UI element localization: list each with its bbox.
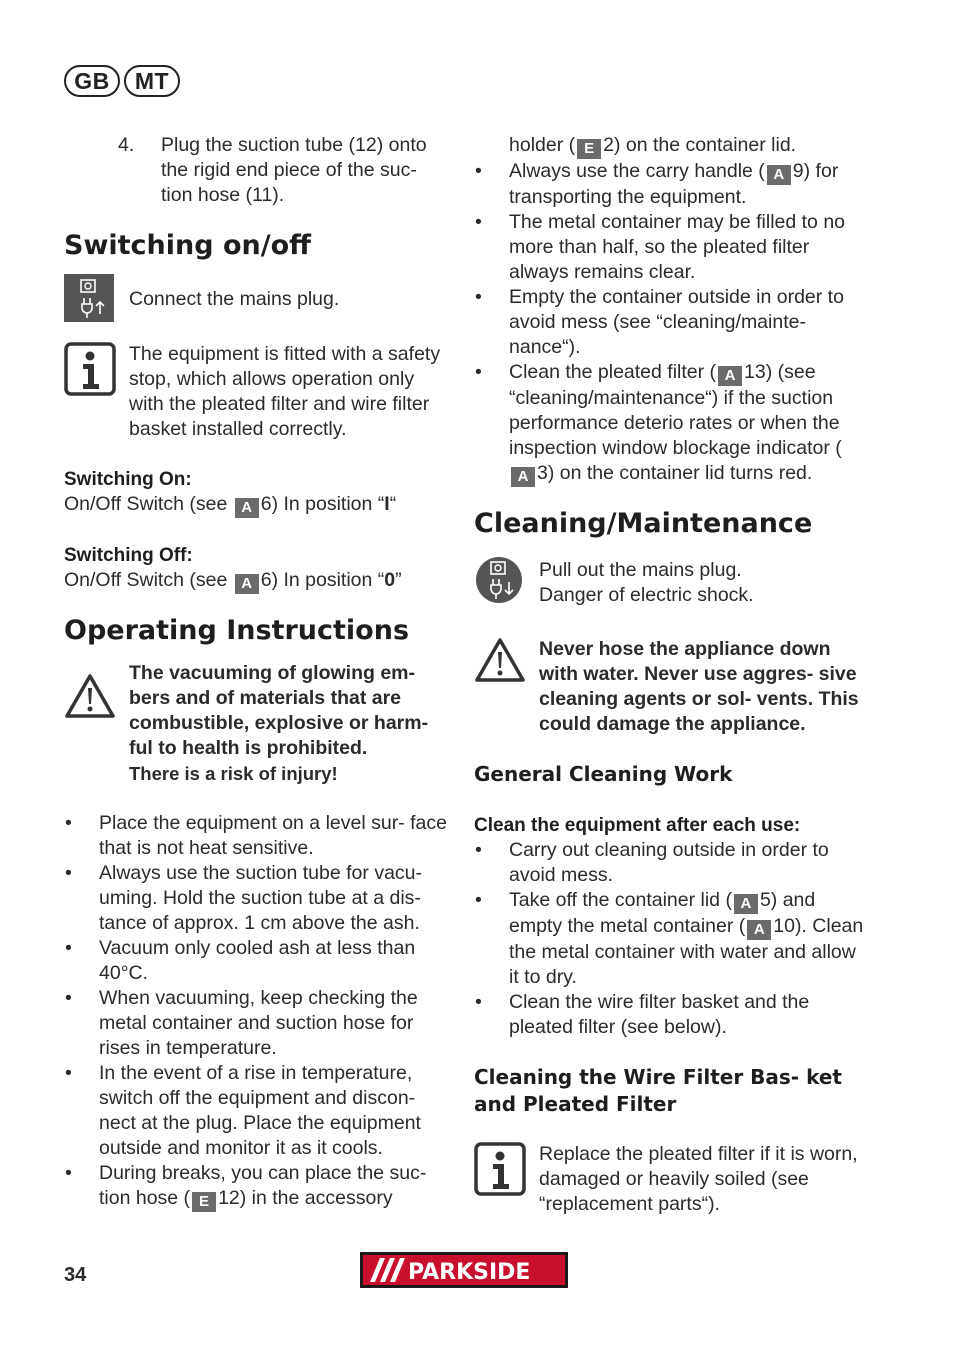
- info-icon: [64, 342, 116, 403]
- unplug-note: [474, 555, 866, 612]
- list-item: • The metal container may be filled to no more than half, so the pleated filter always remains clear.: [474, 210, 866, 285]
- unplug-text-1: Pull out the mains plug.: [539, 559, 742, 581]
- unplug-icon: [474, 555, 526, 612]
- unplug-text-2: Danger of electric shock.: [539, 584, 754, 606]
- list-item: • Clean the wire filter basket and the pleated filter (see below).: [474, 990, 866, 1040]
- ref-badge: A: [235, 574, 259, 594]
- list-item: • Always use the carry handle ( A 9) for transporting the equipment.: [474, 159, 866, 210]
- ref-badge: A: [718, 366, 742, 386]
- replace-text: Replace the pleated filter if it is worn, damaged or heavily soiled (see “replacement parts“).: [539, 1143, 858, 1215]
- plug-in-icon: [64, 274, 116, 329]
- lang-badge-gb: GB: [64, 65, 120, 97]
- lang-badge-mt: MT: [124, 65, 180, 97]
- mains-plug-text: Connect the mains plug.: [129, 288, 340, 310]
- list-item: • Clean the pleated filter ( A 13) (see “cleaning/maintenance“) if the suction performance deterio rates or when the inspection window blockage indicator (A 3) on the container lid turns red.: [474, 360, 866, 487]
- brand-text: PARKSIDE: [408, 1260, 531, 1285]
- ref-badge: E: [577, 139, 601, 159]
- ref-badge: E: [192, 1192, 216, 1212]
- list-item: • In the event of a rise in temperature, switch off the equipment and discon- nect at the plug. Place the equipment outside and monitor it as it cools.: [64, 1061, 449, 1161]
- list-item: • Take off the container lid ( A 5) and empty the metal container ( A 10). Clean the metal container with water and allow it to dry.: [474, 888, 866, 990]
- info-text: The equipment is fitted with a safety stop, which allows operation only with the pleated filter and wire filter basket installed correctly.: [129, 343, 441, 440]
- list-item: • When vacuuming, keep checking the metal container and suction hose for rises in temperature.: [64, 986, 449, 1061]
- ref-badge: A: [767, 165, 791, 185]
- list-item: • Vacuum only cooled ash at less than 40°C.: [64, 936, 449, 986]
- mains-plug-note: [64, 274, 449, 329]
- cleaning-bullets: [474, 838, 866, 1040]
- operating-bullets: [64, 811, 449, 1212]
- language-badges: [64, 65, 180, 97]
- step-number: 4.: [118, 134, 135, 156]
- general-cleaning-heading: General Cleaning Work: [474, 762, 733, 786]
- ref-badge: A: [734, 894, 758, 914]
- warning-note-cleaning: [474, 637, 866, 737]
- continued-text: holder ( E 2) on the container lid.: [509, 134, 797, 157]
- ref-badge: A: [747, 920, 771, 940]
- step-4: [64, 133, 449, 208]
- switching-heading: Switching on/off: [64, 230, 312, 261]
- warning-note: [64, 661, 449, 786]
- cleaning-heading: Cleaning/Maintenance: [474, 508, 813, 539]
- switching-off-label: Switching Off:: [64, 545, 193, 566]
- after-use-label: Clean the equipment after each use:: [474, 815, 801, 836]
- switching-on-label: Switching On:: [64, 469, 192, 490]
- parkside-logo: [360, 1252, 568, 1293]
- info-icon: [474, 1142, 526, 1203]
- list-item: • Carry out cleaning outside in order to avoid mess.: [474, 838, 866, 888]
- switching-on-text: On/Off Switch (see A 6) In position “I“: [64, 493, 397, 516]
- switching-off-text: On/Off Switch (see A 6) In position “0”: [64, 569, 402, 592]
- step-text: Plug the suction tube (12) onto the rigid end piece of the suc- tion hose (11).: [161, 134, 427, 206]
- warning-icon: [474, 637, 526, 690]
- warning-text: The vacuuming of glowing em- bers and of materials that are combustible, explosive or harm- ful to health is prohibited.: [129, 662, 429, 759]
- list-item: • Empty the container outside in order to avoid mess (see “cleaning/mainte- nance“).: [474, 285, 866, 360]
- cleaning-warning-text: Never hose the appliance down with water. Never use aggres- sive cleaning agents or sol- vents. This could damage the appliance.: [539, 638, 859, 735]
- list-item: • During breaks, you can place the suc- tion hose ( E 12) in the accessory: [64, 1161, 449, 1212]
- info-note: [64, 342, 449, 442]
- replace-note: [474, 1142, 866, 1217]
- warning-text-2: There is a risk of injury!: [129, 763, 338, 784]
- left-column: [64, 133, 449, 1212]
- page-number: 34: [64, 1264, 87, 1286]
- operating-heading: Operating Instructions: [64, 615, 410, 646]
- list-item: • Place the equipment on a level sur- face that is not heat sensitive.: [64, 811, 449, 861]
- usage-bullets: [474, 159, 866, 487]
- ref-badge: A: [511, 467, 535, 487]
- ref-badge: A: [235, 498, 259, 518]
- wire-filter-heading: Cleaning the Wire Filter Bas- ket and Pleated Filter: [474, 1065, 842, 1116]
- warning-icon: [64, 661, 116, 726]
- right-column: [474, 133, 866, 1217]
- list-item: • Always use the suction tube for vacu- uming. Hold the suction tube at a dis- tance of approx. 1 cm above the ash.: [64, 861, 449, 936]
